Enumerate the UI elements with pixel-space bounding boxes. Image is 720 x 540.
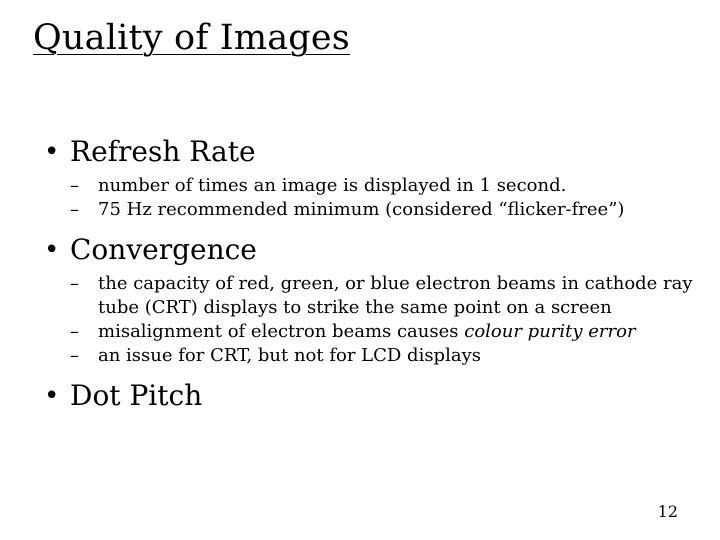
subbullet-item — [70, 198, 704, 222]
subbullet-text — [98, 321, 636, 342]
slide-title: Quality of Images — [33, 18, 350, 58]
subbullet-text-italic: colour purity error — [464, 321, 636, 342]
subbullet-text: 75 Hz recommended minimum (considered “flicker-free”) — [98, 199, 625, 220]
subbullet-item — [70, 272, 704, 320]
dash-marker: – — [70, 273, 79, 294]
subbullet-list — [70, 272, 704, 368]
bullet-marker: • — [44, 381, 60, 411]
dash-marker: – — [70, 321, 79, 342]
subbullet-text-plain: misalignment of electron beams causes — [98, 321, 465, 342]
dash-marker: – — [70, 199, 79, 220]
bullet-marker: • — [44, 137, 60, 167]
bullet-list — [44, 134, 704, 414]
bullet-dot-pitch — [44, 378, 704, 414]
subbullet-list — [70, 174, 704, 222]
bullet-marker: • — [44, 235, 60, 265]
bullet-refresh-rate — [44, 134, 704, 222]
subbullet-text: an issue for CRT, but not for LCD displays — [98, 345, 481, 366]
bullet-label: Convergence — [70, 233, 257, 266]
page-number: 12 — [657, 502, 678, 521]
subbullet-item — [70, 320, 704, 344]
subbullet-item — [70, 344, 704, 368]
dash-marker: – — [70, 345, 79, 366]
subbullet-text: number of times an image is displayed in 1 second. — [98, 175, 567, 196]
dash-marker: – — [70, 175, 79, 196]
bullet-convergence — [44, 232, 704, 368]
subbullet-item — [70, 174, 704, 198]
bullet-label: Dot Pitch — [70, 379, 203, 412]
subbullet-text: the capacity of red, green, or blue electron beams in cathode ray tube (CRT) displays to strike the same point on a screen — [98, 273, 693, 318]
bullet-label: Refresh Rate — [70, 135, 256, 168]
